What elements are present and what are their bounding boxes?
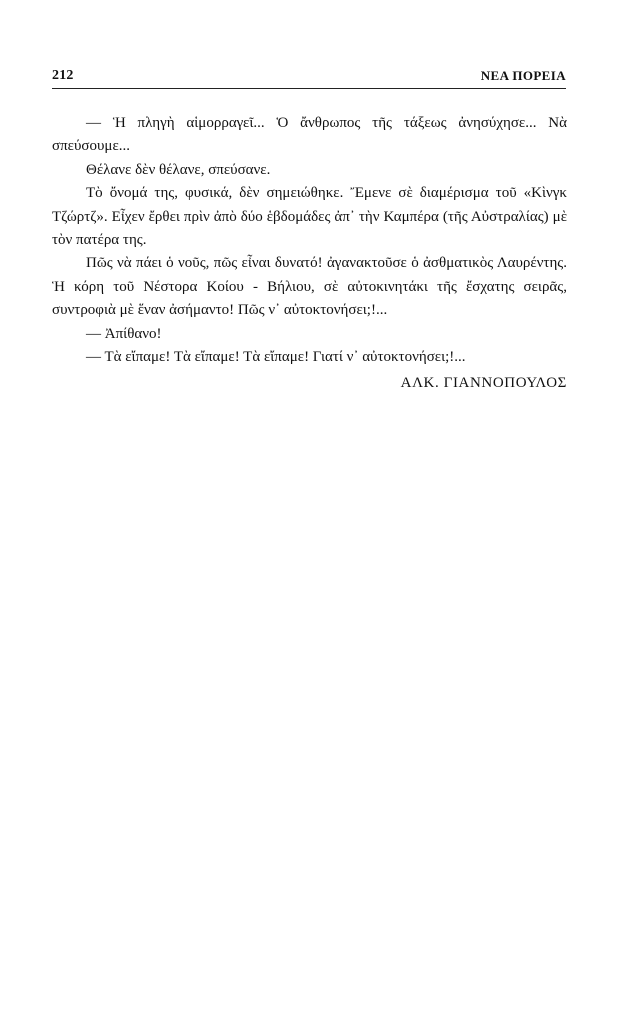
paragraph-2: Θέλανε δὲν θέλανε, σπεύσανε. (86, 161, 271, 178)
running-title: ΝΕΑ ΠΟΡΕΙΑ (480, 68, 566, 83)
paragraph-1: — Ἡ πληγὴ αἱμορραγεῖ... Ὁ ἄνθρωπος τῆς τάξεως ἀνησύχησε... Νὰ σπεύσουμε... (52, 115, 567, 155)
body-text (52, 112, 567, 369)
paragraph-6: — Τὰ εἴπαμε! Τὰ εἴπαμε! Τὰ εἴπαμε! Γιατί ν᾽ αὐτοκτονήσει;!... (86, 349, 466, 366)
paragraph-4: Πῶς νὰ πάει ὁ νοῦς, πῶς εἶναι δυνατό! ἀγανακτοῦσε ὁ ἀσθματικὸς Λαυρέντης. Ἡ κόρη τοῦ Νέστορα Κοίου - Βήλιου, σὲ αὐτοκινητάκι τῆς ἔσχατης σειρᾶς, συντροφιὰ μὲ ἕναν ἀσήμαντο! Πῶς ν᾽ αὐτοκτονήσει;!... (52, 255, 567, 319)
paragraph-5: — Ἀπίθανο! (86, 325, 162, 342)
author-signature: ΑΛΚ. ΓΙΑΝΝΟΠΟΥΛΟΣ (400, 375, 567, 391)
page-number: 212 (52, 68, 74, 83)
paragraph-3: Τὸ ὄνομά της, φυσικά, δὲν σημειώθηκε. Ἔμενε σὲ διαμέρισμα τοῦ «Κὶνγκ Τζώρτζ». Εἶχεν ἔρθει πρὶν ἀπὸ δύο ἑβδομάδες ἀπ᾽ τὴν Καμπέρα (τῆς Αὐστραλίας) μὲ τὸν πατέρα της. (52, 185, 567, 249)
page-header (52, 68, 566, 89)
